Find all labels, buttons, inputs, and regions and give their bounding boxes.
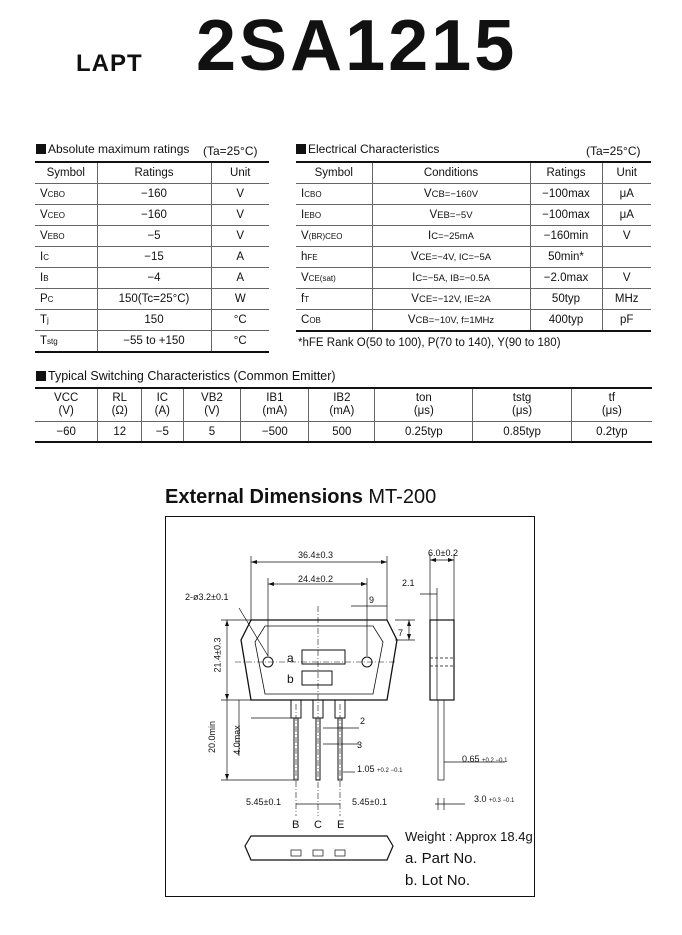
unit-cell: MHz: [602, 289, 651, 310]
value-cell: 5: [183, 422, 241, 443]
part-number-title: 2SA1215: [196, 6, 518, 86]
table-row: [35, 184, 269, 205]
dim-pitch-right: 5.45±0.1: [352, 797, 387, 807]
rating-cell: 400typ: [530, 310, 602, 332]
col-header: tstg (μs): [473, 388, 571, 422]
condition-cell: VCE=−12V, IE=2A: [372, 289, 530, 310]
symbol-cell: ICBO: [296, 184, 372, 205]
brand-label: LAPT: [76, 50, 143, 77]
rating-cell: −160min: [530, 226, 602, 247]
rating-cell: 50min*: [530, 247, 602, 268]
col-header: tf (μs): [571, 388, 652, 422]
condition-cell: VCB=−10V, f=1MHz: [372, 310, 530, 332]
pin-label-emitter: E: [337, 819, 345, 831]
elec-condition: (Ta=25°C): [586, 144, 641, 158]
symbol-cell: PC: [35, 289, 97, 310]
col-header: Unit: [211, 162, 269, 184]
col-header: Symbol: [35, 162, 97, 184]
dim-width-36: 36.4±0.3: [298, 550, 333, 560]
unit-cell: [602, 247, 651, 268]
unit-cell: W: [211, 289, 269, 310]
dim-lead-width: 1.05 +0.2 −0.1: [357, 764, 403, 774]
rating-cell: −5: [97, 226, 211, 247]
bullet-square-icon: [296, 144, 306, 154]
table-row: [35, 331, 269, 353]
marking-label-a: a: [287, 651, 294, 665]
table-row: [296, 289, 651, 310]
dim-0-65: 0.65 +0.2 −0.1: [462, 754, 508, 764]
weight-text: Weight : Approx 18.4g: [405, 829, 533, 844]
switching-table: [35, 387, 652, 443]
rating-cell: −160: [97, 205, 211, 226]
symbol-cell: IC: [35, 247, 97, 268]
pin-label-collector: C: [314, 819, 322, 831]
unit-cell: V: [602, 226, 651, 247]
dimension-lines: [221, 554, 508, 860]
table-row: [35, 268, 269, 289]
dim-thickness-6: 6.0±0.2: [428, 548, 458, 558]
value-cell: 0.25typ: [375, 422, 473, 443]
bullet-square-icon: [36, 371, 46, 381]
col-header: IC (A): [142, 388, 183, 422]
condition-cell: VCE=−4V, IC=−5A: [372, 247, 530, 268]
unit-cell: V: [211, 205, 269, 226]
symbol-cell: V(BR)CEO: [296, 226, 372, 247]
dim-height-20: 20.0min: [207, 720, 218, 754]
table-row: [296, 310, 651, 332]
col-header: Conditions: [372, 162, 530, 184]
abs-max-table: [35, 161, 269, 353]
col-header: VCC (V): [35, 388, 98, 422]
table-row: [35, 247, 269, 268]
unit-cell: °C: [211, 310, 269, 331]
condition-cell: IC=−5A, IB=−0.5A: [372, 268, 530, 289]
elec-table: [296, 161, 651, 332]
col-header: IB2 (mA): [309, 388, 375, 422]
col-header: RL (Ω): [98, 388, 142, 422]
dim-2-1: 2.1: [402, 578, 415, 588]
pin-label-base: B: [292, 819, 300, 831]
rating-cell: 150(Tc=25°C): [97, 289, 211, 310]
legend-part-no: a. Part No.: [405, 850, 477, 867]
table-row: [296, 226, 651, 247]
dim-3-0: 3.0 +0.3 −0.1: [474, 794, 515, 804]
dim-9: 9: [369, 595, 375, 605]
rating-cell: −4: [97, 268, 211, 289]
arrowheads: [225, 558, 454, 780]
condition-cell: IC=−25mA: [372, 226, 530, 247]
symbol-cell: VCEO: [35, 205, 97, 226]
dim-hole: 2-ø3.2±0.1: [185, 592, 229, 602]
dim-3: 3: [357, 740, 363, 750]
rating-cell: 50typ: [530, 289, 602, 310]
marking-label-b: b: [287, 672, 294, 686]
col-header: Symbol: [296, 162, 372, 184]
package-body-outline: [241, 620, 397, 700]
value-cell: 0.2typ: [571, 422, 652, 443]
center-lines: [235, 606, 395, 816]
table-row: [296, 205, 651, 226]
unit-cell: pF: [602, 310, 651, 332]
dim-2: 2: [360, 716, 366, 726]
abs-max-title: Absolute maximum ratings: [36, 142, 189, 156]
abs-max-condition: (Ta=25°C): [203, 144, 258, 158]
table-row: [35, 289, 269, 310]
symbol-cell: Tj: [35, 310, 97, 331]
value-cell: −5: [142, 422, 183, 443]
col-header: VB2 (V): [183, 388, 241, 422]
symbol-cell: COB: [296, 310, 372, 332]
elec-title: Electrical Characteristics: [296, 142, 439, 156]
dim-7: 7: [398, 628, 404, 638]
symbol-cell: VCBO: [35, 184, 97, 205]
unit-cell: V: [211, 184, 269, 205]
unit-cell: μA: [602, 205, 651, 226]
unit-cell: A: [211, 268, 269, 289]
condition-cell: VCB=−160V: [372, 184, 530, 205]
switching-title: Typical Switching Characteristics (Common Emitter): [36, 369, 336, 383]
dim-pitch-left: 5.45±0.1: [246, 797, 281, 807]
unit-cell: A: [211, 247, 269, 268]
rating-cell: 150: [97, 310, 211, 331]
condition-cell: VEB=−5V: [372, 205, 530, 226]
table-row: [296, 184, 651, 205]
symbol-cell: VCE(sat): [296, 268, 372, 289]
rating-cell: −160: [97, 184, 211, 205]
col-header: ton (μs): [375, 388, 473, 422]
table-row: [35, 226, 269, 247]
dim-width-24: 24.4±0.2: [298, 574, 333, 584]
symbol-cell: IB: [35, 268, 97, 289]
hfe-rank-note: *hFE Rank O(50 to 100), P(70 to 140), Y(90 to 180): [298, 337, 561, 349]
rating-cell: −100max: [530, 205, 602, 226]
value-cell: −60: [35, 422, 98, 443]
unit-cell: V: [211, 226, 269, 247]
legend-lot-no: b. Lot No.: [405, 872, 471, 889]
rating-cell: −2.0max: [530, 268, 602, 289]
table-row: [296, 268, 651, 289]
value-cell: 500: [309, 422, 375, 443]
symbol-cell: fT: [296, 289, 372, 310]
bullet-square-icon: [36, 144, 46, 154]
value-cell: −500: [241, 422, 309, 443]
col-header: Ratings: [97, 162, 211, 184]
package-body-inner: [255, 626, 383, 694]
unit-cell: V: [602, 268, 651, 289]
table-row: [35, 310, 269, 331]
external-dimensions-title: External Dimensions MT-200: [165, 486, 437, 508]
col-header: IB1 (mA): [241, 388, 309, 422]
unit-cell: °C: [211, 331, 269, 353]
symbol-cell: IEBO: [296, 205, 372, 226]
value-cell: 0.85typ: [473, 422, 571, 443]
rating-cell: −55 to +150: [97, 331, 211, 353]
table-row: [35, 205, 269, 226]
symbol-cell: hFE: [296, 247, 372, 268]
unit-cell: μA: [602, 184, 651, 205]
value-cell: 12: [98, 422, 142, 443]
symbol-cell: Tstg: [35, 331, 97, 353]
table-row: [296, 247, 651, 268]
marking-area-b: [302, 671, 332, 685]
symbol-cell: VEBO: [35, 226, 97, 247]
col-header: Ratings: [530, 162, 602, 184]
rating-cell: −15: [97, 247, 211, 268]
col-header: Unit: [602, 162, 651, 184]
dim-height-4: 4.0max: [231, 725, 242, 755]
dim-height-21: 21.4±0.3: [212, 637, 223, 673]
rating-cell: −100max: [530, 184, 602, 205]
